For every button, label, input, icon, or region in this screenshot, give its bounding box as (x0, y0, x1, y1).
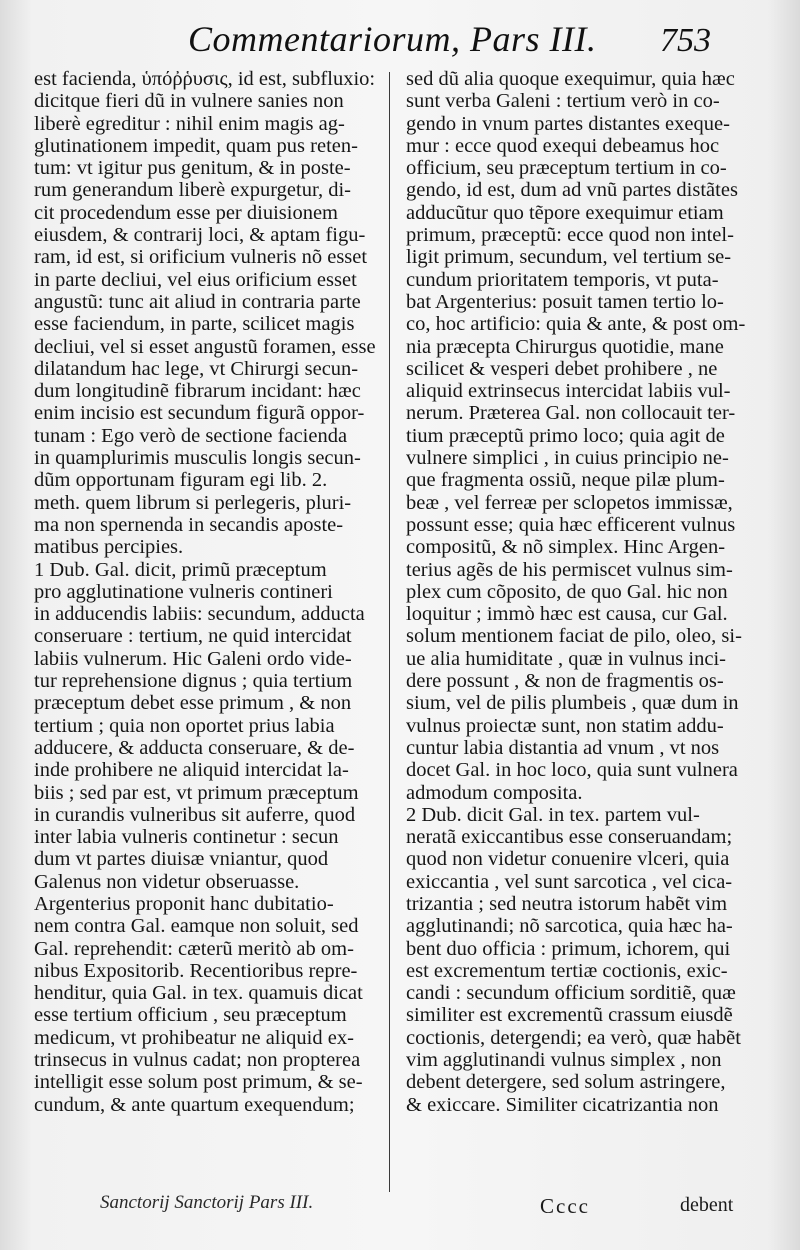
text-line: ligit primum, secundum, vel tertium se- (406, 246, 732, 269)
text-line: candi : secundum officium sorditiẽ, quæ (406, 982, 736, 1005)
text-line: enim incisio est secundum figurã oppor- (34, 402, 365, 425)
text-line: tunam : Ego verò de sectione facienda (34, 424, 348, 447)
text-line: tertium ; quia non oportet prius labia (34, 714, 335, 737)
text-line: nem contra Gal. eamque non soluit, sed (34, 915, 359, 938)
text-line: esse tertium officium , seu præceptum (34, 1004, 347, 1027)
text-line: officium, seu præceptum tertium in co- (406, 157, 727, 180)
text-line: mur : ecce quod exequi debeamus hoc (406, 134, 720, 157)
text-line: meth. quem librum si perlegeris, pluri- (34, 491, 352, 514)
text-line: decliui, vel si esset angustũ foramen, esse (34, 335, 376, 358)
text-line: glutinationem impedit, quam pus reten- (34, 134, 358, 157)
text-line: ue alia humiditate , quæ in vulnus inci- (406, 647, 726, 670)
running-foot: Sanctorij Sanctorij Pars III. (100, 1192, 314, 1213)
text-line: tum: vt igitur pus genitum, & in poste- (34, 157, 351, 180)
text-line: Galenus non videtur obseruasse. (34, 870, 300, 893)
text-line: beæ , vel ferreæ per sclopetos immissæ, (406, 491, 733, 514)
text-line: & exiccare. Similiter cicatrizantia non (406, 1093, 719, 1116)
text-line: cundum, & ante quartum exequendum; (34, 1093, 355, 1116)
text-line: compositũ, & nõ simplex. Hinc Argen- (406, 536, 726, 559)
text-line: pro agglutinatione vulneris contineri (34, 580, 333, 603)
text-line: vulnus proiectæ sunt, non statim addu- (406, 714, 724, 737)
text-line: 1 Dub. Gal. dicit, primũ præceptum (34, 558, 327, 581)
text-line: nibus Expositorib. Recentioribus repre- (34, 959, 358, 982)
text-line: sium, vel de pilis plumbeis , quæ dum in (406, 692, 739, 715)
text-line: dilatandum hac lege, vt Chirurgi secun- (34, 357, 359, 380)
text-line: nerum. Præterea Gal. non collocauit ter- (406, 402, 736, 425)
text-line: bat Argenterius: posuit tamen tertio lo- (406, 290, 724, 313)
text-line: possunt esse; quia hæc efficerent vulnus (406, 513, 736, 536)
text-line: medicum, vt prohibeatur ne aliquid ex- (34, 1026, 354, 1049)
text-line: matibus percipies. (34, 536, 184, 559)
text-line: labiis vulnerum. Hic Galeni ordo vide- (34, 647, 352, 670)
text-line: est excrementum tertiæ coctionis, exic- (406, 959, 728, 982)
text-line: neratã exiccantibus esse conseruandam; (406, 826, 733, 849)
text-line: similiter est excrementũ crassum eiusdẽ (406, 1004, 733, 1027)
text-line: dere possunt , & non de fragmentis os- (406, 670, 724, 693)
text-line: trinsecus in vulnus cadat; non propterea (34, 1049, 361, 1072)
text-line: vulnere simplici , in cuius principio ne- (406, 447, 729, 470)
text-line: adducũtur quo tẽpore exequimur etiam (406, 201, 724, 224)
text-line: bent duo officia : primum, ichorem, qui (406, 937, 731, 960)
text-line: intelligit esse solum post primum, & se- (34, 1071, 363, 1094)
text-line: Gal. reprehendit: cæterũ meritò ab om- (34, 937, 354, 960)
text-line: gendo in vnum partes distantes exeque- (406, 112, 730, 135)
page-header (0, 18, 800, 68)
text-line: inter labia vulneris continetur : secun (34, 826, 339, 849)
text-line: inde prohibere ne aliquid intercidat la- (34, 759, 349, 782)
text-line: gendo, id est, dum ad vnũ partes distãtes (406, 179, 738, 202)
text-line: nia præcepta Chirurgus quotidie, mane (406, 335, 724, 358)
text-line: tium præceptũ primo loco; quia agit de (406, 424, 725, 447)
text-line: dicitque fieri dũ in vulnere sanies non (34, 90, 344, 113)
text-line: dum longitudinẽ fibrarum incidant: hæc (34, 380, 361, 403)
text-line: tur reprehensione dignus ; quia tertium (34, 670, 353, 693)
column-divider (389, 72, 390, 1192)
text-line: esse faciendum, in parte, scilicet magis (34, 313, 355, 336)
text-line: in quamplurimis musculis longis secun- (34, 447, 361, 470)
text-line: in curandis vulneribus sit auferre, quod (34, 803, 356, 826)
text-line: ram, id est, si orificium vulneris nõ esset (34, 246, 368, 269)
text-line: est facienda, ὑπόῤῥυσις, id est, subfluxio: (34, 68, 376, 90)
text-line: debent detergere, sed solum astringere, (406, 1071, 726, 1094)
text-line: dum vt partes diuisæ vniantur, quod (34, 848, 329, 871)
text-line: co, hoc artificio: quia & ante, & post om- (406, 313, 746, 336)
page-footer (0, 1186, 800, 1226)
text-line: angustũ: tunc ait aliud in contraria parte (34, 290, 361, 313)
text-line: 2 Dub. dicit Gal. in tex. partem vul- (406, 803, 700, 826)
text-line: eiusdem, & contrarij loci, & aptam figu- (34, 224, 366, 247)
left-text-column (34, 68, 380, 1116)
text-line: cit procedendum esse per diuisionem (34, 201, 338, 224)
text-line: adducere, & adducta conseruare, & de- (34, 736, 355, 759)
text-line: primum, præceptũ: ecce quod non intel- (406, 224, 734, 247)
page-number: 753 (660, 22, 711, 59)
text-line: vim agglutinandi vulnus simplex , non (406, 1049, 722, 1072)
text-line: agglutinandi; nõ sarcotica, quia hæc ha- (406, 915, 733, 938)
right-text-column (406, 68, 770, 1116)
text-line: admodum composita. (406, 781, 583, 804)
text-line: liberè egreditur : nihil enim magis ag- (34, 112, 345, 135)
text-line: henditur, quia Gal. in tex. quamuis dicat (34, 982, 363, 1005)
running-title: Commentariorum, Pars III. (188, 19, 597, 59)
text-line: plex cum cõposito, de quo Gal. hic non (406, 580, 728, 603)
text-line: exiccantia , vel sunt sarcotica , vel cica- (406, 870, 733, 893)
text-line: loquitur ; immò hæc est causa, cur Gal. (406, 603, 728, 626)
text-line: dũm opportunam figuram egi lib. 2. (34, 469, 328, 492)
text-line: conseruare : tertium, ne quid intercidat (34, 625, 352, 648)
text-line: præceptum debet esse primum , & non (34, 692, 352, 715)
text-line: Argenterius proponit hanc dubitatio- (34, 892, 334, 915)
text-line: cundum prioritatem temporis, vt puta- (406, 268, 719, 291)
text-line: cuntur labia distantia ad vnum , vt nos (406, 736, 720, 759)
text-line: sed dũ alia quoque exequimur, quia hæc (406, 68, 735, 90)
text-line: solum mentionem faciat de pilo, oleo, si- (406, 625, 742, 648)
text-line: biis ; sed par est, vt primum præceptum (34, 781, 359, 804)
text-line: terius agẽs de his permiscet vulnus sim- (406, 558, 733, 581)
text-line: ma non spernenda in secandis aposte- (34, 513, 344, 536)
text-line: rum generandum liberè expurgetur, di- (34, 179, 352, 202)
text-line: trizantia ; sed neutra istorum habẽt vim (406, 892, 728, 915)
text-line: que fragmenta ossiũ, neque pilæ plum- (406, 469, 725, 492)
text-line: sunt verba Galeni : tertium verò in co- (406, 90, 720, 113)
text-line: coctionis, detergendi; ea verò, quæ habẽt (406, 1026, 741, 1049)
text-line: in adducendis labiis: secundum, adducta (34, 603, 365, 626)
catchword: debent (680, 1194, 734, 1216)
text-line: quod non videtur conuenire vlceri, quia (406, 848, 730, 871)
text-line: aliquid extrinsecus intercidat labiis vul- (406, 380, 731, 403)
text-line: docet Gal. in hoc loco, quia sunt vulnera (406, 759, 738, 782)
signature-mark: Cccc (540, 1194, 590, 1218)
text-line: in parte decliui, vel eius orificium esset (34, 268, 357, 291)
text-line: scilicet & vesperi debet prohibere , ne (406, 357, 718, 380)
